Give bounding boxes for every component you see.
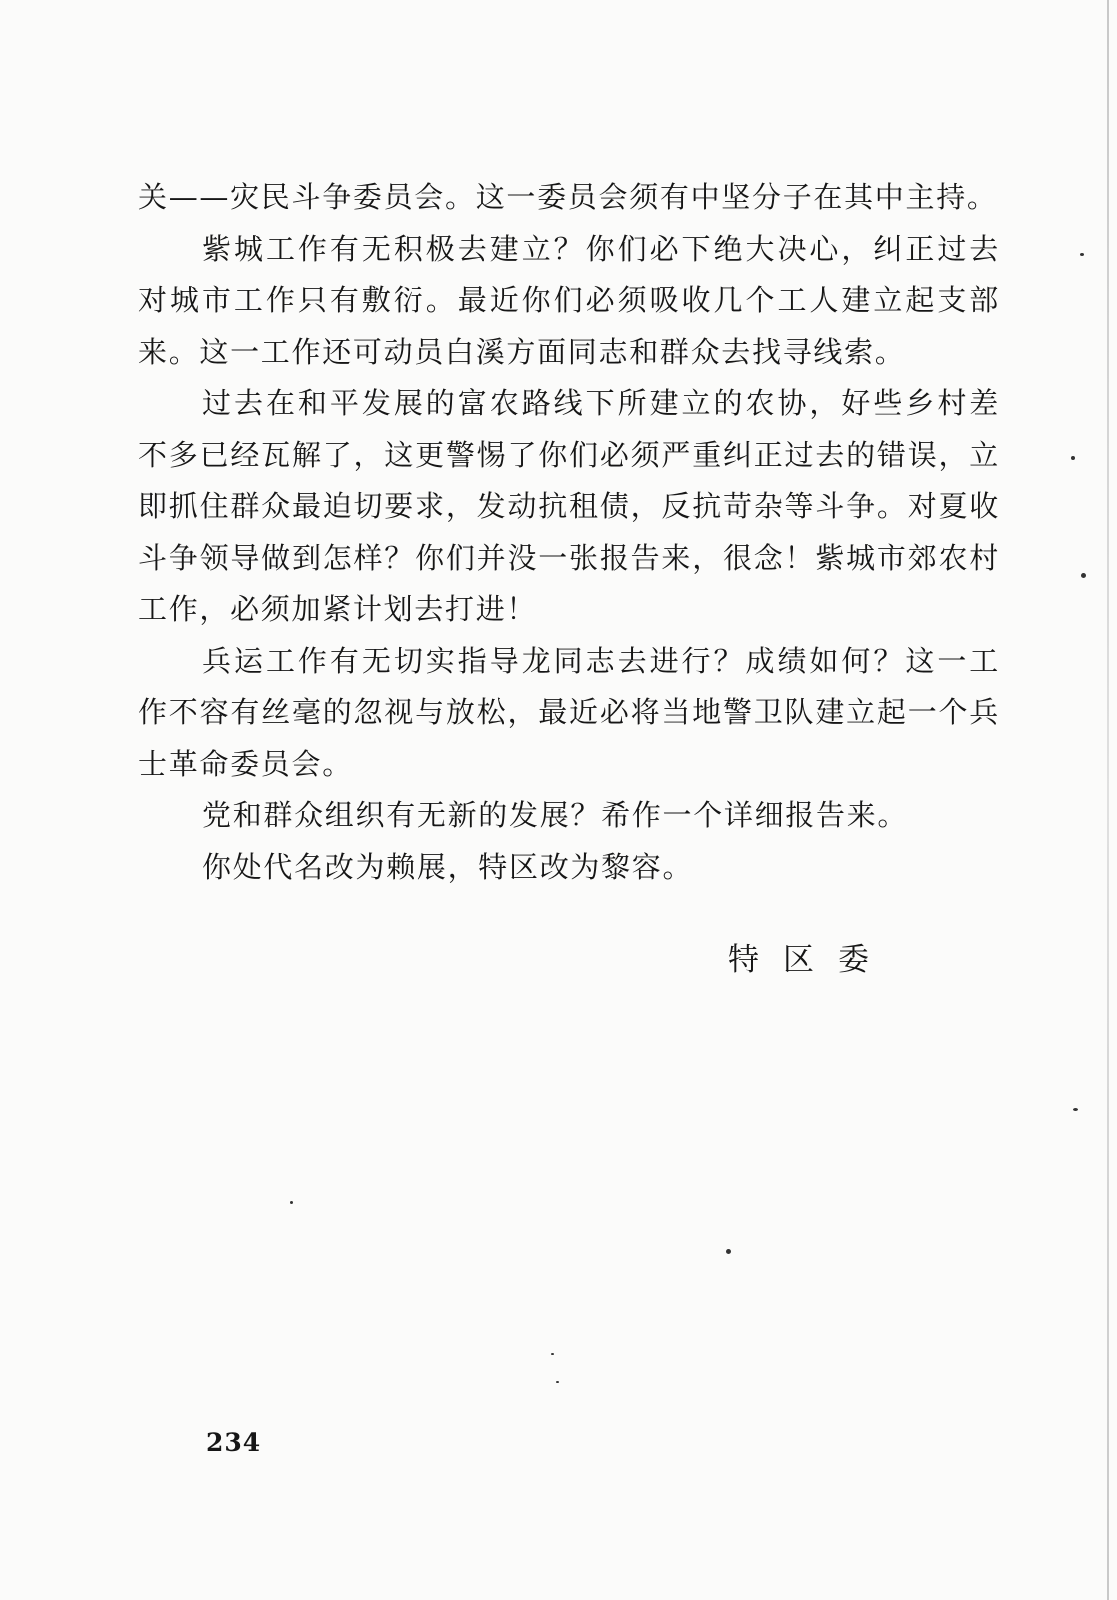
paragraph-military-work: 兵运工作有无切实指导龙同志去进行？成绩如何？这一工作不容有丝毫的忽视与放松，最近必将当地警卫队建立起一个兵士革命委员会。 xyxy=(138,643,1000,781)
print-speck xyxy=(1073,1108,1078,1111)
paragraph-organization-development: 党和群众组织有无新的发展？希作一个详细报告来。 xyxy=(202,798,909,832)
print-speck xyxy=(726,1249,731,1254)
print-speck xyxy=(1081,573,1086,578)
paragraph-peasant-associations: 过去在和平发展的富农路线下所建立的农协，好些乡村差不多已经瓦解了，这更警惕了你们必须严重纠正过去的错误，立即抓住群众最迫切要求，发动抗租债，反抗苛杂等斗争。对夏收斗争领导做到怎样？你们并没一张报告来，很念！紫城市郊农村工作，必须加紧计划去打进！ xyxy=(138,386,1000,626)
print-speck xyxy=(551,1353,554,1355)
signature: 特区委 xyxy=(728,942,893,978)
print-speck xyxy=(1071,456,1075,460)
paragraph-city-work: 紫城工作有无积极去建立？你们必下绝大决心，纠正过去对城市工作只有敷衍。最近你们必须吸收几个工人建立起支部来。这一工作还可动员白溪方面同志和群众去找寻线索。 xyxy=(138,231,1000,369)
print-speck xyxy=(290,1201,293,1204)
paragraph-continued: 关——灾民斗争委员会。这一委员会须有中坚分子在其中主持。 xyxy=(138,180,998,214)
page-number: 234 xyxy=(206,1428,262,1457)
letter-body xyxy=(138,172,1000,893)
print-speck xyxy=(556,1381,559,1383)
page-edge-shadow xyxy=(1107,0,1109,1600)
print-speck xyxy=(1080,253,1084,256)
paragraph-code-names: 你处代名改为赖展，特区改为黎容。 xyxy=(202,849,694,884)
